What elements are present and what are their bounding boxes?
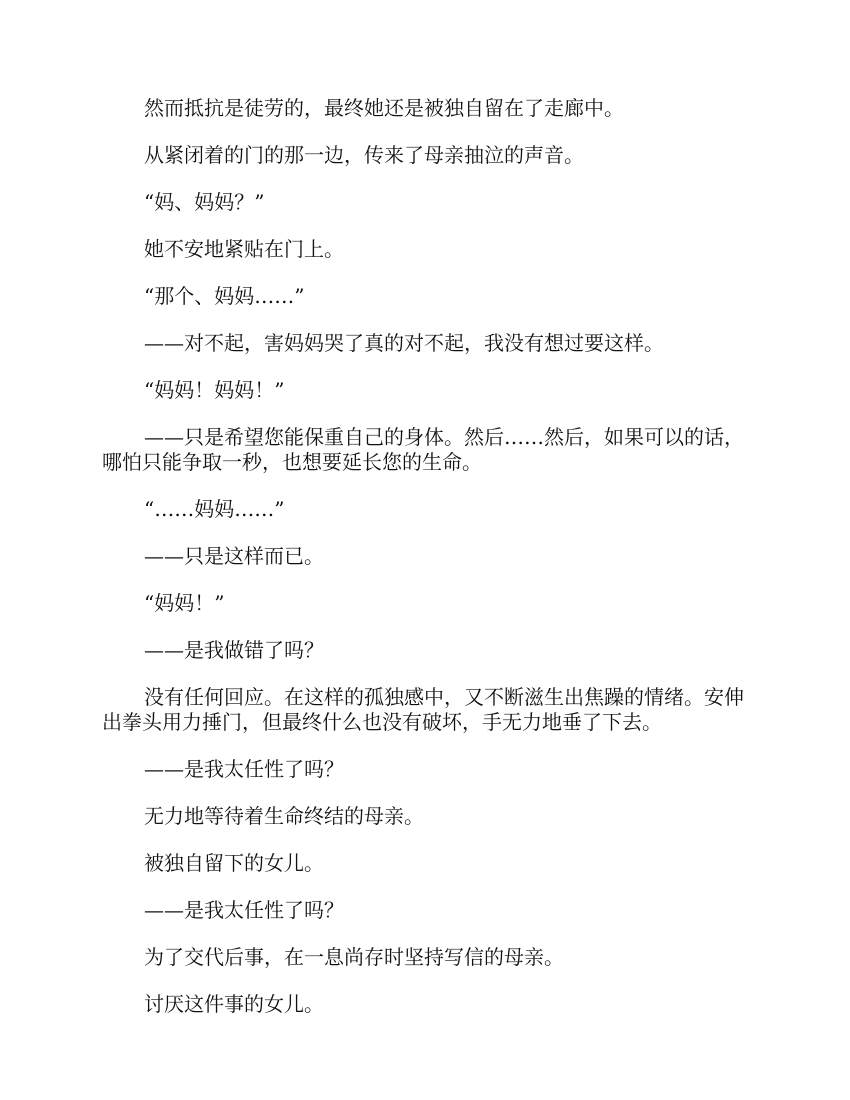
paragraph: 讨厌这件事的女儿。 (144, 992, 324, 1016)
paragraph: “妈妈！” (144, 591, 225, 615)
paragraph: ——只是希望您能保重自己的身体。然后……然后，如果可以的话，哪怕只能争取一秒，也想要延长您的生命。 (102, 425, 744, 474)
paragraph: ——对不起，害妈妈哭了真的对不起，我没有想过要这样。 (144, 331, 664, 355)
paragraph: ——是我做错了吗？ (144, 638, 324, 662)
paragraph: “妈、妈妈？” (144, 190, 265, 214)
paragraph: 她不安地紧贴在门上。 (144, 237, 344, 261)
paragraph: 没有任何回应。在这样的孤独感中，又不断滋生出焦躁的情绪。安伸出拳头用力捶门，但最终什么也没有破坏，手无力地垂了下去。 (102, 685, 744, 734)
paragraph: 从紧闭着的门的那一边，传来了母亲抽泣的声音。 (144, 143, 584, 167)
paragraph: ——是我太任性了吗？ (144, 757, 344, 781)
paragraph: “……妈妈……” (144, 497, 285, 521)
paragraph: “妈妈！妈妈！” (144, 378, 285, 402)
paragraph: ——是我太任性了吗？ (144, 898, 344, 922)
paragraph: “那个、妈妈……” (144, 284, 305, 308)
paragraph: 为了交代后事，在一息尚存时坚持写信的母亲。 (144, 945, 564, 969)
paragraph: 然而抵抗是徒劳的，最终她还是被独自留在了走廊中。 (144, 96, 624, 120)
body-text (102, 96, 747, 1039)
paragraph: 被独自留下的女儿。 (144, 851, 324, 875)
paragraph: ——只是这样而已。 (144, 544, 324, 568)
paragraph: 无力地等待着生命终结的母亲。 (144, 804, 424, 828)
